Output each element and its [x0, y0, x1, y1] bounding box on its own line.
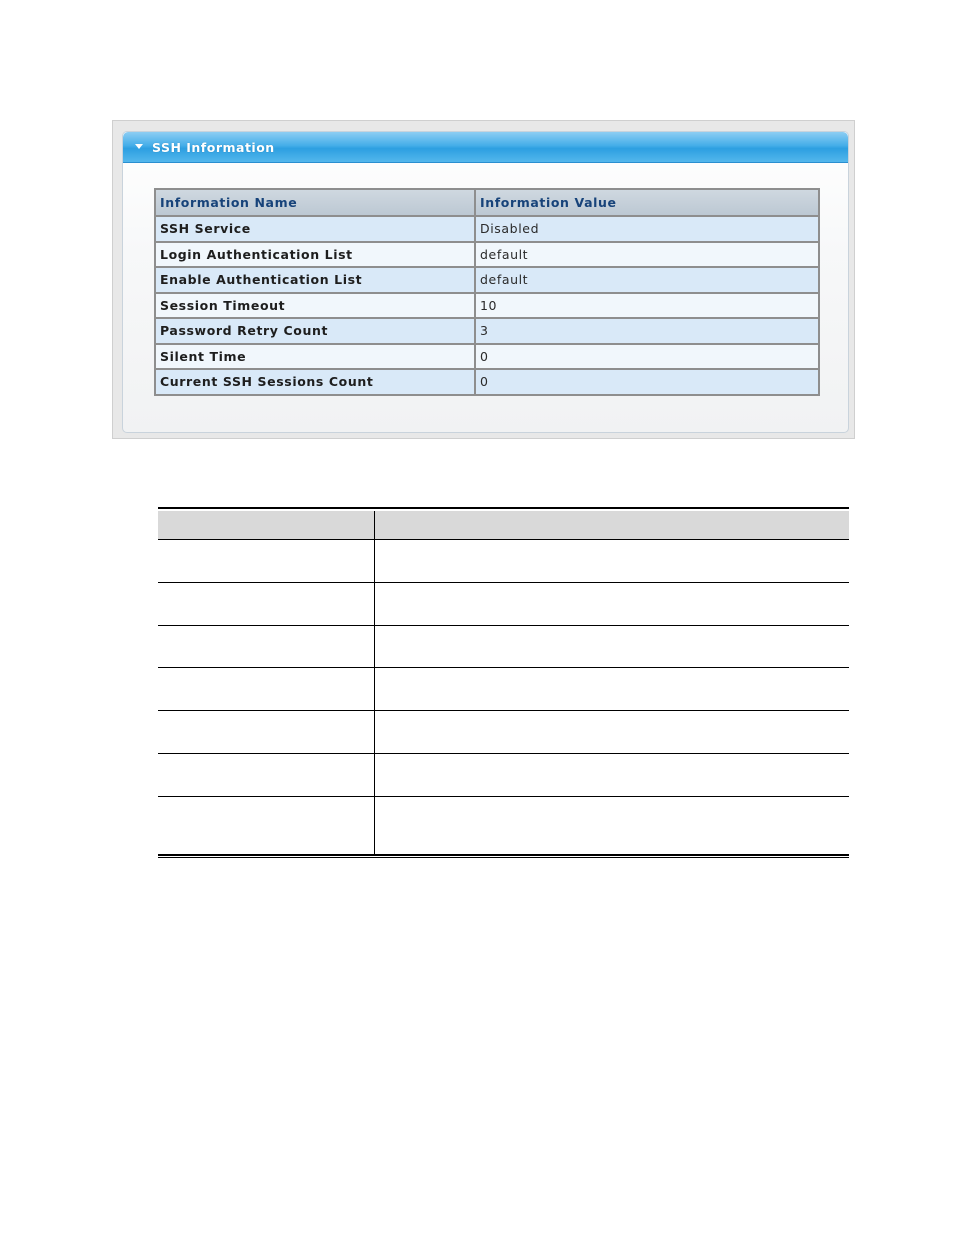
- table-header-row: [155, 189, 819, 216]
- table-row: [155, 267, 819, 293]
- info-value: 0: [475, 369, 819, 395]
- column-divider: [374, 511, 375, 855]
- column-header-name: Information Name: [155, 189, 475, 216]
- info-name: Session Timeout: [155, 293, 475, 319]
- table-bottom-rule: [158, 854, 849, 856]
- info-name: Enable Authentication List: [155, 267, 475, 293]
- info-value: 3: [475, 318, 819, 344]
- info-name: Silent Time: [155, 344, 475, 370]
- row-divider: [158, 667, 849, 668]
- info-value: Disabled: [475, 216, 819, 242]
- collapse-triangle-icon[interactable]: [135, 144, 143, 149]
- description-table-header: [158, 511, 849, 539]
- panel-title: SSH Information: [152, 140, 275, 155]
- table-row: [155, 242, 819, 268]
- info-name: SSH Service: [155, 216, 475, 242]
- row-divider: [158, 625, 849, 626]
- table-row: [155, 293, 819, 319]
- info-name: Current SSH Sessions Count: [155, 369, 475, 395]
- table-top-rule: [158, 507, 849, 509]
- info-value: default: [475, 242, 819, 268]
- table-row: [155, 369, 819, 395]
- info-value: 10: [475, 293, 819, 319]
- description-table: [158, 507, 849, 858]
- table-row: [155, 318, 819, 344]
- ssh-information-table: [154, 188, 820, 396]
- row-divider: [158, 710, 849, 711]
- screenshot-frame: [112, 120, 855, 439]
- column-header-value: Information Value: [475, 189, 819, 216]
- row-divider: [158, 753, 849, 754]
- row-divider: [158, 539, 849, 540]
- table-row: [155, 216, 819, 242]
- info-value: 0: [475, 344, 819, 370]
- info-value: default: [475, 267, 819, 293]
- table-bottom-rule-thin: [158, 857, 849, 858]
- ssh-information-panel: [122, 131, 849, 433]
- panel-header[interactable]: [123, 132, 848, 163]
- info-name: Password Retry Count: [155, 318, 475, 344]
- info-name: Login Authentication List: [155, 242, 475, 268]
- table-row: [155, 344, 819, 370]
- row-divider: [158, 582, 849, 583]
- row-divider: [158, 796, 849, 797]
